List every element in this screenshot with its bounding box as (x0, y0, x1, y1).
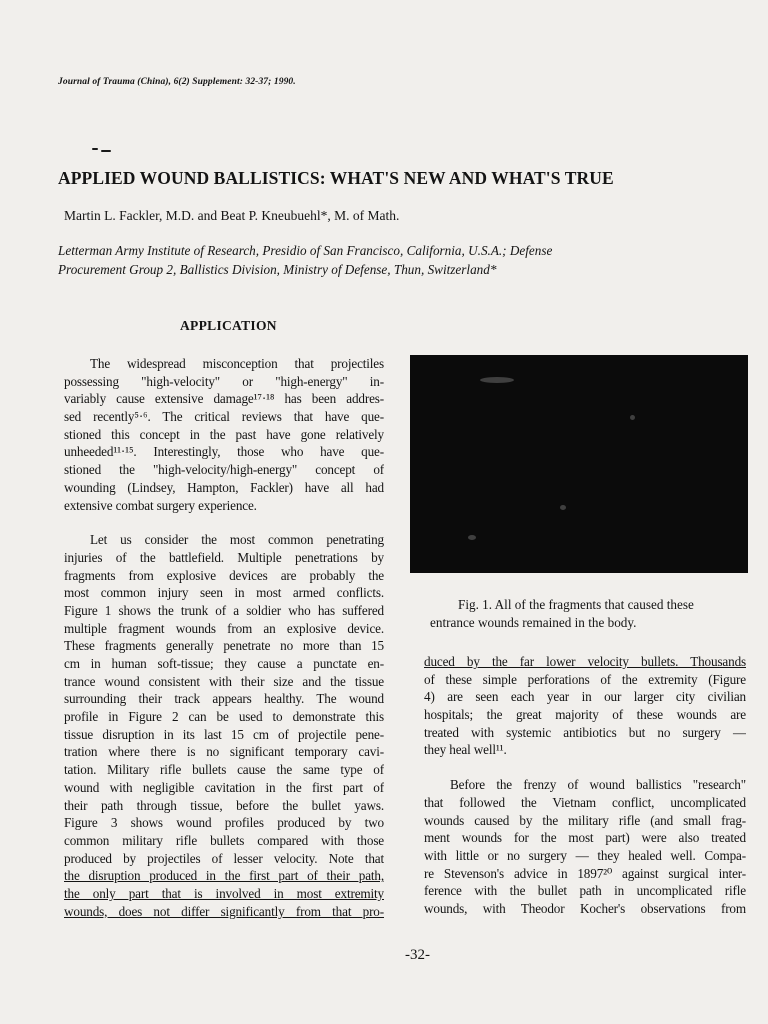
scan-speck (101, 150, 111, 152)
text-line: Before the frenzy of wound ballistics "research" (450, 777, 746, 793)
text-line: tissue disruption in its last 15 cm of projectile pene- (64, 726, 384, 742)
text-line: Figure 3 shows wound profiles produced by two (64, 815, 384, 831)
underlined-text-line: the only part that is involved in most extremity (64, 885, 384, 901)
text-line: wounds, with Theodor Kocher's observations from (424, 900, 746, 916)
text-line: extensive combat surgery experience. (64, 497, 257, 513)
text-line: fragments from explosive devices are probably the (64, 567, 384, 583)
right-column (424, 653, 746, 918)
left-column (64, 355, 384, 920)
figure-1-photo (410, 355, 748, 573)
text-line: wounding (Lindsey, Hampton, Fackler) have all had (64, 479, 384, 495)
text-line: Figure 1 shows the trunk of a soldier who has suffered (64, 602, 384, 618)
text-line: most common injury seen in most armed conflicts. (64, 585, 384, 601)
affiliation-line: Procurement Group 2, Ballistics Division, Ministry of Defense, Thun, Switzerland* (58, 262, 497, 277)
text-line: multiple fragment wounds from an explosive device. (64, 620, 384, 636)
text-line: trance wound consistent with their size and the tissue (64, 673, 384, 689)
caption-line: entrance wounds remained in the body. (430, 615, 637, 630)
text-line: surrounding their track appears healthy. The wound (64, 691, 384, 707)
figure-1-caption (430, 596, 750, 632)
article-authors: Martin L. Fackler, M.D. and Beat P. Kneubuehl*, M. of Math. (64, 208, 400, 223)
text-line: tation. Military rifle bullets cause the same type of (64, 762, 384, 778)
scan-speck (92, 148, 98, 150)
text-line: possessing "high-velocity" or "high-energy" in- (64, 373, 384, 389)
text-line: Let us consider the most common penetrating (90, 532, 384, 548)
text-line: they heal well¹¹. (424, 742, 507, 758)
text-line: These fragments generally penetrate no more than 15 (64, 638, 384, 654)
text-line: cm in human soft-tissue; they cause a punctate en- (64, 656, 384, 671)
text-line: injuries of the battlefield. Multiple penetrations by (64, 549, 384, 565)
text-line: profile in Figure 2 can be used to demonstrate this (64, 709, 384, 725)
text-line: their path through tissue, before the bullet yaws. (64, 797, 384, 813)
text-line: stioned this concept in the past have gone relatively (64, 426, 384, 442)
author-affiliations (58, 241, 708, 279)
page-number: -32- (405, 947, 430, 963)
underlined-text-line: duced by the far lower velocity bullets. Thousands (424, 654, 746, 669)
text-line: ment wounds for the most part) were also treated (424, 830, 746, 846)
text-line: wound with negligible cavitation in the first part of (64, 779, 384, 795)
text-line: The widespread misconception that projectiles (90, 356, 384, 371)
text-line: produced by projectiles of lesser velocity. Note that (64, 850, 384, 866)
text-line: common military rifle bullets compared with those (64, 832, 384, 848)
text-line: re Stevenson's advice in 1897²⁰ against surgical inter- (424, 865, 746, 881)
text-line: with little or no surgery — they healed well. Compa- (424, 847, 746, 863)
underlined-text-line: wounds, does not differ significantly from that pro- (64, 903, 384, 919)
text-line: wounds caused by the military rifle (and small frag- (424, 812, 746, 828)
text-line: sed recently⁵·⁶. The critical reviews that have que- (64, 409, 384, 425)
text-line: 4) are seen each year in our larger city civilian (424, 689, 746, 705)
text-line: variably cause extensive damage¹⁷·¹⁸ has been addres- (64, 391, 384, 407)
section-heading: APPLICATION (180, 318, 277, 333)
text-line: unheeded¹¹·¹⁵. Interestingly, those who have que- (64, 444, 384, 460)
text-line: stioned the "high-velocity/high-energy" concept of (64, 462, 384, 478)
affiliation-line: Letterman Army Institute of Research, Presidio of San Francisco, California, U.S.A.; Defense (58, 243, 553, 258)
article-title: APPLIED WOUND BALLISTICS: WHAT'S NEW AND WHAT'S TRUE (58, 168, 614, 188)
text-line: treated with systemic antibiotics but no surgery — (424, 724, 746, 740)
text-line: ference with the bullet path in uncomplicated rifle (424, 883, 746, 899)
caption-line: Fig. 1. All of the fragments that caused these (458, 597, 694, 612)
text-line: tration where there is no significant temporary cavi- (64, 744, 384, 760)
journal-citation: Journal of Trauma (China), 6(2) Supplement: 32-37; 1990. (58, 77, 296, 87)
text-line: that followed the Vietnam conflict, uncomplicated (424, 794, 746, 810)
text-line: hospitals; the great majority of these wounds are (424, 707, 746, 723)
text-line: of these simple perforations of the extremity (Figure (424, 671, 746, 687)
underlined-text-line: the disruption produced in the first part of their path, (64, 868, 384, 884)
